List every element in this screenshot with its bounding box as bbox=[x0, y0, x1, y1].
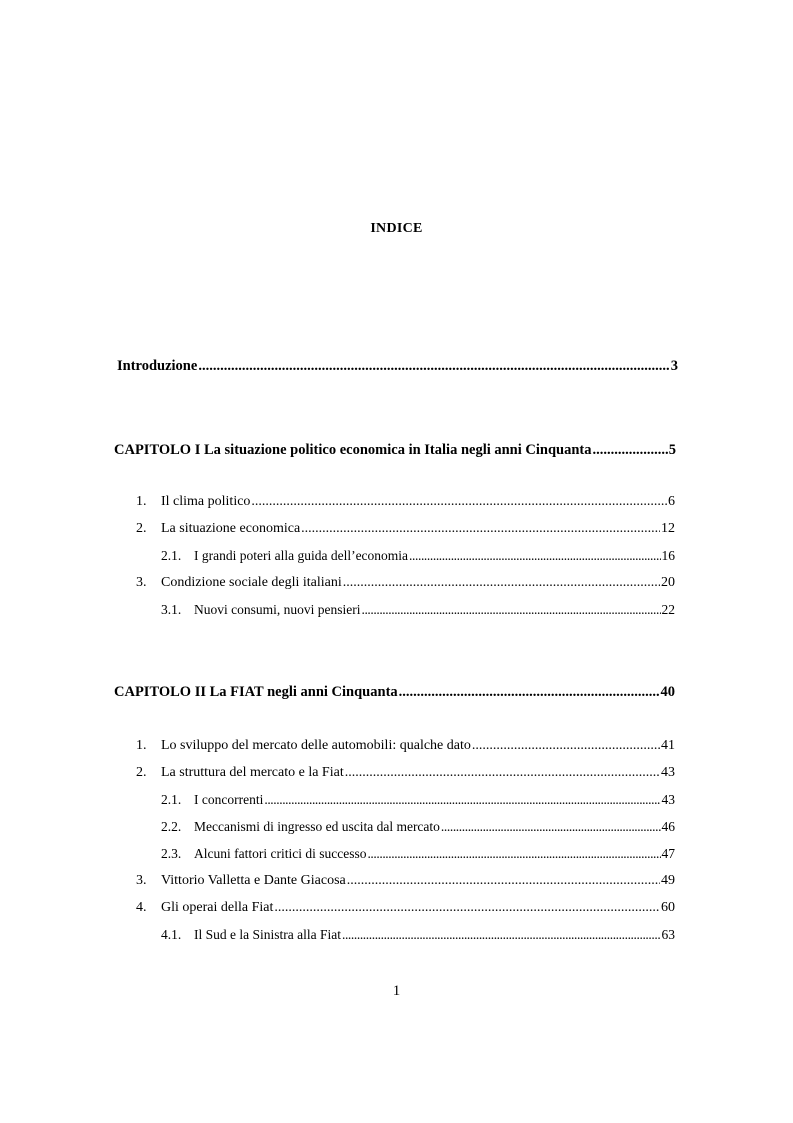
dot-leader bbox=[441, 818, 661, 836]
toc-entry-label: Meccanismi di ingresso ed uscita dal mercato bbox=[194, 819, 440, 834]
toc-entry-chapter-2 bbox=[114, 683, 675, 701]
toc-entry-label: Lo sviluppo del mercato delle automobili: qualche dato bbox=[161, 738, 471, 753]
toc-entry-label: Gli operai della Fiat bbox=[161, 900, 274, 915]
toc-entry-subsection bbox=[161, 601, 675, 619]
toc-entry-label: Nuovi consumi, nuovi pensieri bbox=[194, 602, 361, 617]
toc-entry-page: 40 bbox=[660, 684, 675, 700]
toc-entry-subsection bbox=[161, 818, 675, 836]
toc-entry-label: Il clima politico bbox=[161, 494, 251, 509]
toc-entry-page: 20 bbox=[661, 575, 675, 590]
toc-entry-chapter-1 bbox=[114, 441, 676, 459]
toc-entry-number: 2.1. bbox=[161, 792, 182, 807]
toc-entry-number: 4.1. bbox=[161, 927, 182, 942]
toc-entry-page: 6 bbox=[668, 494, 675, 509]
toc-entry-label: Il Sud e la Sinistra alla Fiat bbox=[194, 927, 341, 942]
dot-leader bbox=[367, 845, 660, 863]
toc-entry-subsection bbox=[161, 791, 675, 809]
toc-entry-number: 2.3. bbox=[161, 846, 182, 861]
toc-entry-label: Introduzione bbox=[117, 358, 198, 374]
dot-leader bbox=[251, 493, 667, 511]
dot-leader bbox=[347, 872, 660, 890]
toc-entry-subsection bbox=[161, 547, 675, 565]
dot-leader bbox=[361, 601, 660, 619]
dot-leader bbox=[345, 764, 660, 782]
toc-entry-page: 63 bbox=[661, 927, 675, 942]
toc-entry-page: 47 bbox=[661, 846, 675, 861]
toc-entry-number: 2.2. bbox=[161, 819, 182, 834]
toc-entry-page: 12 bbox=[661, 521, 675, 536]
toc-entry-number: 4. bbox=[136, 900, 147, 915]
toc-entry-section bbox=[136, 872, 675, 890]
dot-leader bbox=[399, 683, 660, 701]
toc-entry-introduction bbox=[117, 357, 678, 375]
toc-entry-section bbox=[136, 737, 675, 755]
toc-entry-label: CAPITOLO I La situazione politico economica in Italia negli anni Cinquanta bbox=[114, 442, 592, 458]
toc-entry-page: 43 bbox=[661, 792, 675, 807]
toc-entry-section bbox=[136, 493, 675, 511]
dot-leader bbox=[409, 547, 660, 565]
toc-entry-subsection bbox=[161, 845, 675, 863]
toc-entry-number: 3. bbox=[136, 575, 147, 590]
toc-entry-page: 16 bbox=[661, 548, 675, 563]
toc-entry-section bbox=[136, 764, 675, 782]
page-title: INDICE bbox=[370, 221, 423, 236]
dot-leader bbox=[342, 926, 661, 944]
toc-entry-number: 3. bbox=[136, 873, 147, 888]
toc-entry-page: 46 bbox=[661, 819, 675, 834]
toc-entry-page: 60 bbox=[661, 900, 675, 915]
toc-entry-number: 2.1. bbox=[161, 548, 182, 563]
toc-entry-number: 3.1. bbox=[161, 602, 182, 617]
toc-entry-number: 1. bbox=[136, 738, 147, 753]
toc-entry-number: 1. bbox=[136, 494, 147, 509]
dot-leader bbox=[593, 441, 668, 459]
toc-entry-page: 43 bbox=[661, 765, 675, 780]
toc-entry-section bbox=[136, 574, 675, 592]
dot-leader bbox=[198, 357, 669, 375]
toc-entry-label: Vittorio Valletta e Dante Giacosa bbox=[161, 873, 346, 888]
dot-leader bbox=[274, 899, 660, 917]
dot-leader bbox=[264, 791, 660, 809]
toc-entry-label: La situazione economica bbox=[161, 521, 301, 536]
dot-leader bbox=[343, 574, 660, 592]
dot-leader bbox=[472, 737, 660, 755]
toc-entry-section bbox=[136, 899, 675, 917]
toc-entry-number: 2. bbox=[136, 521, 147, 536]
toc-entry-subsection bbox=[161, 926, 675, 944]
toc-entry-page: 22 bbox=[661, 602, 675, 617]
toc-entry-label: I concorrenti bbox=[194, 792, 264, 807]
toc-entry-number: 2. bbox=[136, 765, 147, 780]
page-number: 1 bbox=[392, 983, 401, 999]
toc-entry-label: La struttura del mercato e la Fiat bbox=[161, 765, 344, 780]
toc-entry-label: I grandi poteri alla guida dell’economia bbox=[194, 548, 409, 563]
toc-entry-section bbox=[136, 520, 675, 538]
toc-entry-label: CAPITOLO II La FIAT negli anni Cinquanta bbox=[114, 684, 398, 700]
toc-entry-page: 41 bbox=[661, 738, 675, 753]
dot-leader bbox=[301, 520, 660, 538]
toc-entry-page: 3 bbox=[670, 358, 678, 374]
toc-entry-page: 49 bbox=[661, 873, 675, 888]
toc-entry-label: Alcuni fattori critici di successo bbox=[194, 846, 367, 861]
toc-entry-label: Condizione sociale degli italiani bbox=[161, 575, 342, 590]
toc-entry-page: 5 bbox=[668, 442, 676, 458]
